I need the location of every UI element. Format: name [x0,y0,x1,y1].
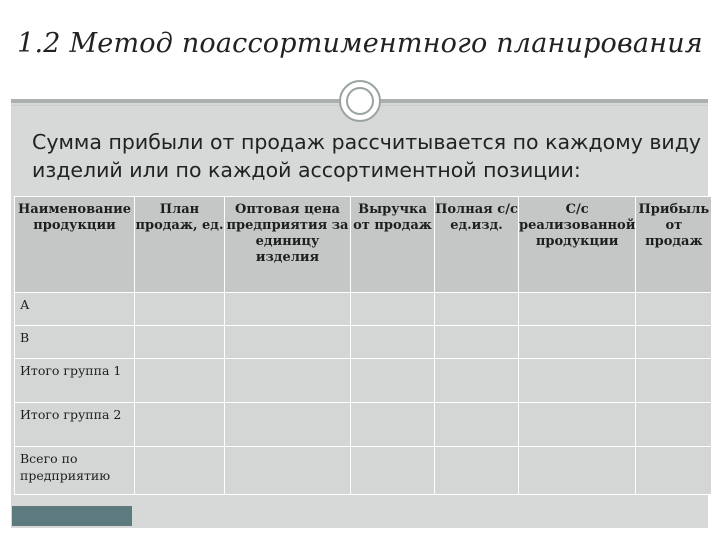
table-cell [519,326,636,359]
table-cell [225,326,351,359]
table-row [15,359,712,403]
body-text: Сумма прибыли от продаж рассчитывается по каждому виду изделий или по каждой ассортиментной позиции: [32,130,702,182]
circle-ornament-icon [339,80,381,122]
table-cell [519,447,636,495]
table-cell [519,359,636,403]
table-cell [636,359,712,403]
table-cell [519,403,636,447]
table-cell [435,447,519,495]
slide-title: 1.2 Метод поассортиментного планирования [17,28,703,59]
table-cell [135,447,225,495]
table-cell [435,403,519,447]
row-label: В [15,326,135,359]
row-label: А [15,293,135,326]
table-cell [351,359,435,403]
table-cell [225,403,351,447]
table-cell [135,293,225,326]
row-label: Итого группа 1 [15,359,135,403]
table-cell [636,403,712,447]
table-cell [135,403,225,447]
row-label: Всего по предприятию [15,447,135,495]
table-cell [636,447,712,495]
footer-accent [12,506,132,526]
table-cell [225,359,351,403]
header-profit: Прибыль от продаж [636,197,712,293]
table-cell [351,403,435,447]
header-cost-of-sales: С/с реализованной продукции [519,197,636,293]
table-cell [435,326,519,359]
table-cell [135,359,225,403]
table-row [15,447,712,495]
table-row [15,403,712,447]
header-wholesale-price: Оптовая цена предприятия за единицу изделия [225,197,351,293]
profit-table [14,196,712,495]
row-label: Итого группа 2 [15,403,135,447]
table-cell [636,293,712,326]
table-cell [351,326,435,359]
table-row [15,293,712,326]
table-cell [519,293,636,326]
header-revenue: Выручка от продаж [351,197,435,293]
table-cell [435,359,519,403]
table-cell [435,293,519,326]
table-cell [225,293,351,326]
table-cell [135,326,225,359]
table-cell [351,293,435,326]
header-product-name: Наименование продукции [15,197,135,293]
header-unit-cost: Полная с/с ед.изд. [435,197,519,293]
header-sales-plan: План продаж, ед. [135,197,225,293]
table-cell [636,326,712,359]
table-row [15,326,712,359]
table-cell [225,447,351,495]
table-cell [351,447,435,495]
table-header-row [15,197,712,293]
